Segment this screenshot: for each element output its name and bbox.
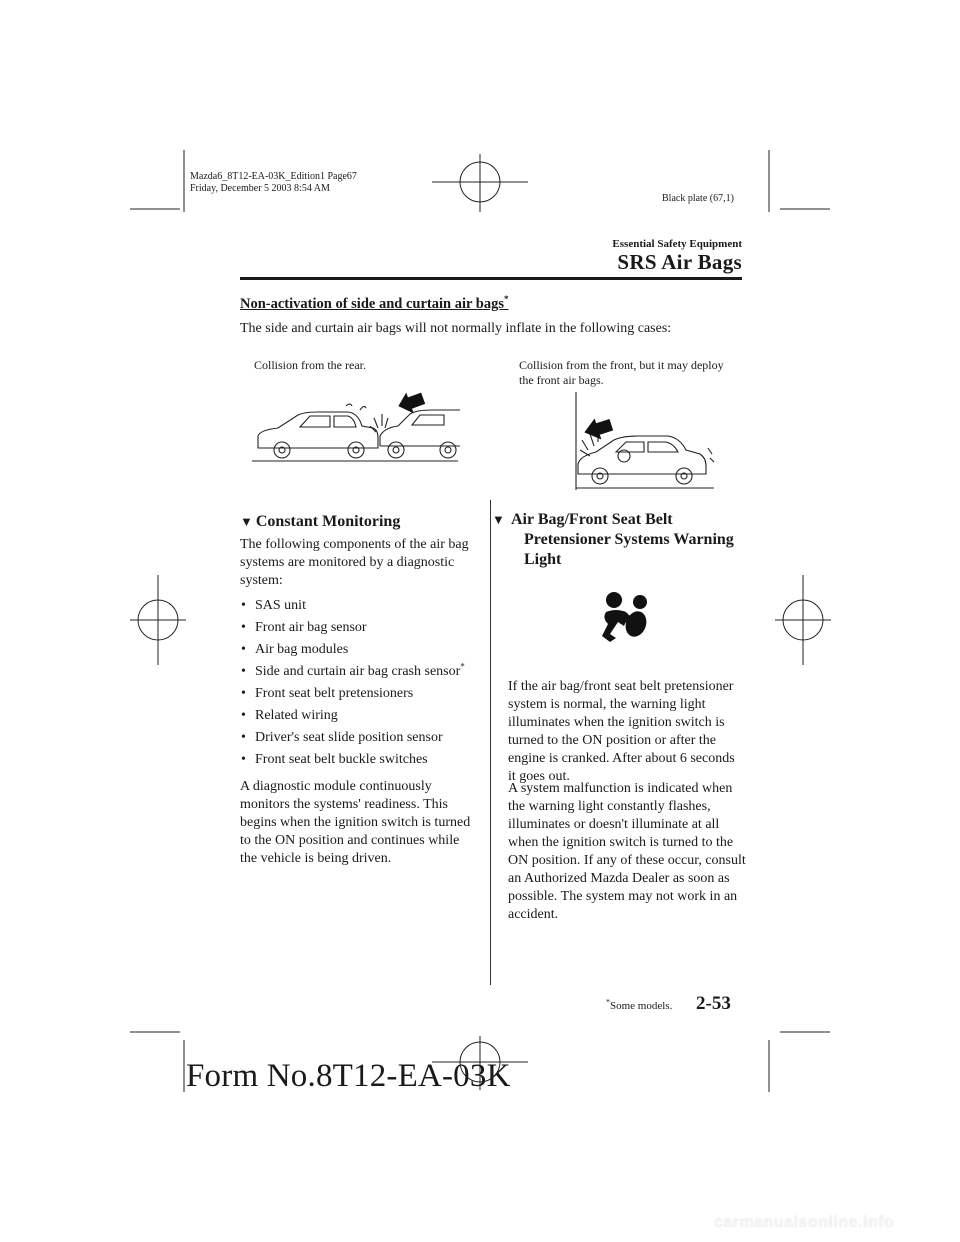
warning-light-title: Air Bag/Front Seat Belt Pretensioner Systems Warning Light [511,511,734,568]
bullet: • [241,686,246,701]
list-item [241,729,481,747]
nonactivation-intro: The side and curtain air bags will not normally inflate in the following cases: [240,321,672,336]
list-item [241,619,481,637]
list-item-text: Driver's seat slide position sensor [255,730,443,745]
caption-front-collision: Collision from the front, but it may deploy the front air bags. [519,358,724,387]
list-item [241,707,481,725]
list-item-text: Front seat belt buckle switches [255,752,428,767]
header-rule [240,277,742,280]
constant-monitoring-title: Constant Monitoring [255,513,401,530]
print-plate-label: Black plate (67,1) [662,193,734,204]
page-number: 2-53 [696,993,731,1014]
warning-light-heading: ▼ Air Bag/Front Seat Belt Pretensioner Systems Warning Light [492,511,734,568]
constant-monitoring-intro: The following components of the air bag systems are monitored by a diagnostic system: [240,537,469,588]
warning-light-paragraph-2: A system malfunction is indicated when the warning light constantly flashes, illuminates or doesn't illuminate at all when the ignition switch is turned to the ON position. If any of these occur, consult an Authorized Mazda Dealer as soon as possible. The system may not work in an accident. [508,781,746,922]
caption-rear-collision: Collision from the rear. [254,358,366,372]
list-item-text: Front air bag sensor [255,620,367,635]
bullet: • [241,752,246,767]
some-models-note [606,997,673,1012]
list-item-text: SAS unit [255,598,306,613]
some-models-star: * [460,661,465,672]
constant-monitoring-heading [240,512,400,532]
form-number: Form No.8T12-EA-03K [186,1058,511,1094]
list-item [241,663,481,681]
bullet: • [241,708,246,723]
list-item-text: Air bag modules [255,642,349,657]
nonactivation-heading [240,296,508,313]
list-item-text: Side and curtain air bag crash sensor [255,664,461,679]
warning-light-paragraph-1: If the air bag/front seat belt pretensioner system is normal, the warning light illuminates when the ignition switch is turned to the ON position or after the engine is cranked. After about 6 seconds it goes out. [508,679,735,784]
section-triangle-icon: ▼ [240,514,253,529]
print-date-line: Friday, December 5 2003 8:54 AM [190,183,330,194]
bullet: • [241,664,246,679]
monitored-components-list [241,597,481,773]
list-item [241,751,481,769]
list-item-text: Front seat belt pretensioners [255,686,414,701]
front-collision-illustration [568,392,718,492]
bullet: • [241,730,246,745]
bullet: • [241,642,246,657]
list-item-text: Related wiring [255,708,338,723]
column-divider [490,500,491,985]
list-item [241,685,481,703]
list-item [241,597,481,615]
bullet: • [241,598,246,613]
nonactivation-heading-text: Non-activation of side and curtain air bags [240,296,504,312]
list-item [241,641,481,659]
section-name: Essential Safety Equipment [612,238,742,250]
some-models-star: * [606,997,610,1007]
page-title: SRS Air Bags [617,250,742,274]
some-models-star: * [503,294,509,305]
some-models-text: Some models. [610,1000,673,1012]
airbag-warning-icon [596,590,650,644]
rear-collision-illustration [248,388,460,468]
print-file-line: Mazda6_8T12-EA-03K_Edition1 Page67 [190,171,357,182]
bullet: • [241,620,246,635]
watermark-url: carmanualsonline.info [714,1214,895,1231]
diagnostic-module-paragraph: A diagnostic module continuously monitors the systems' readiness. This begins when the ignition switch is turned to the ON position and continues while the vehicle is being driven. [240,779,471,866]
